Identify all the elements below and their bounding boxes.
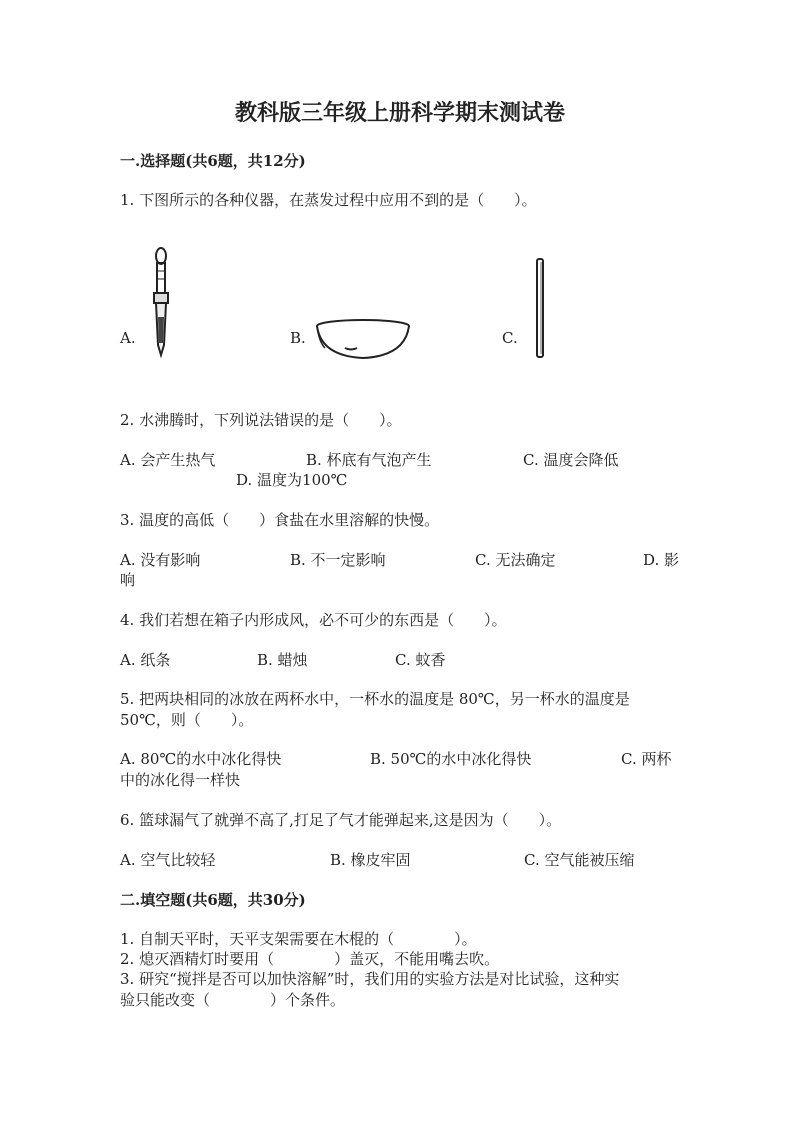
- q5-option-a[interactable]: A. 80℃的水中冰化得快: [120, 750, 282, 768]
- q5-option-c[interactable]: C. 两杯: [621, 750, 672, 768]
- fill-question-1: 1. 自制天平时，天平支架需要在木棍的（ ）。: [120, 930, 477, 948]
- q1-option-b-label[interactable]: B.: [290, 329, 306, 347]
- q4-option-a[interactable]: A. 纸条: [120, 651, 171, 669]
- q3-option-b[interactable]: B. 不一定影响: [290, 551, 386, 569]
- q3-option-d[interactable]: D. 影: [643, 551, 680, 569]
- q3-option-a[interactable]: A. 没有影响: [120, 551, 201, 569]
- question-5-stem-line1: 5. 把两块相同的冰放在两杯水中，一杯水的温度是 80℃，另一杯水的温度是: [120, 690, 630, 708]
- question-4-stem: 4. 我们若想在箱子内形成风，必不可少的东西是（ ）。: [120, 611, 507, 629]
- q2-option-d[interactable]: D. 温度为100℃: [236, 471, 348, 489]
- dropper-icon: [148, 245, 178, 360]
- q2-option-b[interactable]: B. 杯底有气泡产生: [306, 451, 432, 469]
- q3-option-c[interactable]: C. 无法确定: [475, 551, 556, 569]
- fill-question-3-line2: 验只能改变（ ）个条件。: [120, 991, 346, 1009]
- page-title: 教科版三年级上册科学期末测试卷: [234, 100, 565, 126]
- q1-option-a-label[interactable]: A.: [120, 329, 136, 347]
- glass-rod-icon: [535, 258, 545, 358]
- question-5-stem-line2: 50℃，则（ ）。: [120, 711, 254, 729]
- q4-option-c[interactable]: C. 蚊香: [395, 651, 446, 669]
- fill-question-2: 2. 熄灭酒精灯时要用（ ）盖灭，不能用嘴去吹。: [120, 950, 500, 968]
- q6-option-b[interactable]: B. 橡皮牢固: [330, 851, 411, 869]
- question-2-stem: 2. 水沸腾时，下列说法错误的是（ ）。: [120, 411, 402, 429]
- question-6-stem: 6. 篮球漏气了就弹不高了,打足了气才能弹起来,这是因为（ ）。: [120, 811, 562, 829]
- q2-option-a[interactable]: A. 会产生热气: [120, 451, 216, 469]
- question-1-stem: 1. 下图所示的各种仪器，在蒸发过程中应用不到的是（ ）。: [120, 191, 537, 209]
- q6-option-a[interactable]: A. 空气比较轻: [120, 851, 216, 869]
- q5-option-c-wrap: 中的冰化得一样快: [120, 771, 241, 789]
- q6-option-c[interactable]: C. 空气能被压缩: [524, 851, 635, 869]
- q3-option-d-wrap: 响: [120, 571, 136, 589]
- q4-option-b[interactable]: B. 蜡烛: [257, 651, 308, 669]
- question-3-stem: 3. 温度的高低（ ）食盐在水里溶解的快慢。: [120, 511, 440, 529]
- q2-option-c[interactable]: C. 温度会降低: [523, 451, 619, 469]
- evaporating-dish-icon: [315, 318, 411, 362]
- fill-question-3-line1: 3. 研究“搅拌是否可以加快溶解”时，我们用的实验方法是对比试验，这种实: [120, 970, 620, 988]
- q5-option-b[interactable]: B. 50℃的水中冰化得快: [370, 750, 532, 768]
- section-heading-choice: 一.选择题(共6题，共12分): [120, 152, 306, 170]
- section-heading-fill: 二.填空题(共6题，共30分): [120, 891, 306, 909]
- q1-option-c-label[interactable]: C.: [502, 329, 518, 347]
